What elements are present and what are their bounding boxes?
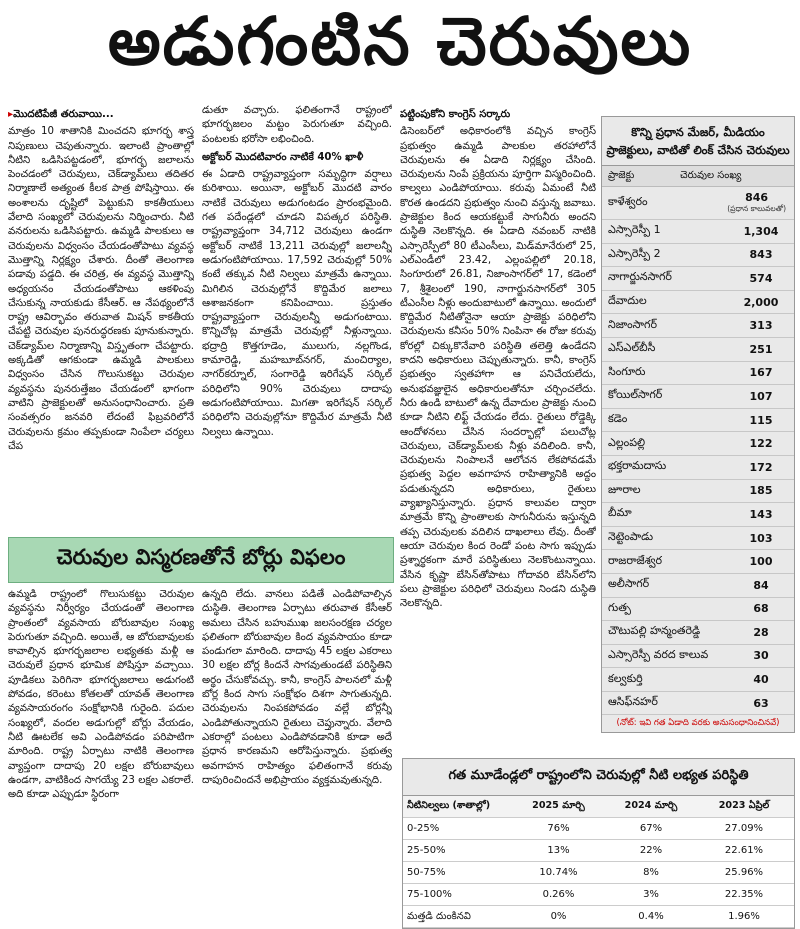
- article-paragraph: డుతూ వచ్చారు. ఫలితంగానే రాష్ట్రంలో భూగర్భజలం మట్టం పెరుగుతూ వచ్చింది. పంటలకు భరోసా లభించింది.: [202, 105, 392, 145]
- tank-count-value: 843: [749, 248, 773, 262]
- project-name: ఆసిఫ్‌నహర్: [608, 695, 658, 709]
- project-name: దేవాదుల: [608, 294, 647, 308]
- table-row: [602, 668, 794, 692]
- table-row: [602, 220, 794, 244]
- tank-count-value: 103: [749, 531, 773, 545]
- tank-count: [736, 437, 786, 450]
- tank-count: [736, 555, 786, 568]
- value-cell: 27.09%: [724, 823, 764, 834]
- tank-count-value: 107: [749, 389, 773, 403]
- table-header-row: [602, 166, 794, 187]
- article-column-1: [8, 104, 194, 524]
- subheading: అక్టోబర్ మొదటివారం నాటికే 40% ఖాళీ: [202, 151, 364, 163]
- value-cell: 22.61%: [724, 845, 764, 856]
- table-row: [602, 338, 794, 362]
- project-name: సింగూరు: [608, 364, 646, 378]
- table-row: [602, 527, 794, 551]
- tank-count-value: 2,000: [743, 295, 779, 309]
- range-cell: 25-50%: [407, 845, 446, 856]
- table-header-row: [403, 796, 794, 818]
- tank-count-value: 185: [749, 484, 773, 498]
- column-header: 2025 మార్చి: [532, 800, 585, 811]
- project-name: బీమా: [608, 506, 632, 520]
- article-paragraph: డిసెంబర్‌లో అధికారంలోకి వచ్చిన కాంగ్రెస్ ప్రభుత్వం ఉమ్మడి పాలకుల తరహాలోనే చెరువులను ఈ ఏడాది నిర్లక్ష్యం చేసింది. చెరువులను నింపే ప్రక్రియను పూర్తిగా విస్మరించింది. కాల్వలు ఎండిపోయాయి. కరువు ఏమంటే నీటి కొరత ఉండదని ప్రభుత్వం నుంచి వస్తున్న జవాబు. ప్రాజెక్టుల కింద ఆయకట్టుకే సాగునీరు అందని దుస్థితి నెలకొన్నది. ఈ ఏడాది నవంబర్ నాటికి ఎస్సారెస్పీలో 80 టీఎంసీలు, మిడ్‌మానేరులో 25, ఎల్‌ఎండీలో 23.42, ఎల్లంపల్లిలో 20.18, సింగూరులో 26.81, నిజాంసాగర్‌లో 17, కడెంలో 7, శ్రీశైలంలో 190, నాగార్జునసాగర్‌లో 305 టీఎంసీల నీళ్లు అందుబాటులో ఉన్నాయి. అందులో కొద్దిమేర నీటితోనైనా ఆయా ప్రాజెక్టు పరిధిలోని చెరువులను కనీసం 50% నింపినా ఈ రోజు కరువు కోరల్లో చిక్కుకొనేవారి పరిస్థితి తలెత్తి ఉండేదని కాదని అధికారులు చెప్పుతున్నారు. కానీ, కాంగ్రెస్ ప్రభుత్వం స్వతహాగా ఆ పనిచేయలేదు, అనుభవజ్ఞులైన అధికారులతోనూ చర్చించలేదు. నీరు ఉండి బాటులో ఉన్న దేవాదుల ప్రాజెక్టు నుంచి కూడా నీటిని లిఫ్ట్ చేయడం లేదు. రైతులు రోడ్డెక్కి ఆందోళనలు చేసిన సందర్భాల్లో పలుచోట్ల చెరువులు, చెక్‌డ్యామ్‌లకు నీళ్లు వదిలింది. కానీ, చెరువులను నింపాలనే ఆలోచన లేకపోవడమే ప్రభుత్వ పెద్దల అవగాహన రాహిత్యానికి అద్దం పడుతున్నదని అధికారులు, రైతులు వ్యాఖ్యానిస్తున్నారు. ప్రధాన కాలువల ద్వారా మాత్రమే కొన్ని ప్రాంతాలకు సాగునీరును ఇస్తున్నది తప్ప చెరువులకు వదిలిన దాఖలాలు లేవు. దీంతో ఆయా చెరువుల కింద రెండో పంట సాగు ఇప్పుడు ప్రశ్నార్థకంగా మారే పరిస్థితులు నెలకొంటున్నాయి. వేసిన కృష్ణా బేసిన్‌తోపాటు గోదావరి బేసిన్‌లోని పలు ప్రాజెక్టుల పరిధిలో చెరువులు నిండని దుస్థితి నెలకొన్నది.: [400, 126, 596, 610]
- tank-count-value: 143: [749, 507, 773, 521]
- table-row: [403, 818, 794, 840]
- value-cell: 10.74%: [539, 867, 578, 878]
- tank-count: [736, 579, 786, 592]
- tank-count-value: 30: [753, 649, 769, 663]
- table-row: [602, 187, 794, 220]
- project-name: గుత్ప: [608, 600, 632, 614]
- table-title: గత మూడేండ్లలో రాష్ట్రంలోని చెరువుల్లో నీటి లభ్యత పరిస్థితి: [403, 759, 794, 796]
- table-title: కొన్ని ప్రధాన మేజర్, మీడియం ప్రాజెక్టులు, వాటితో లింక్ చేసిన చెరువులు: [602, 117, 794, 166]
- project-name: ఎస్సారెస్పీ 2: [608, 246, 661, 260]
- tank-count-value: 122: [749, 437, 773, 451]
- value-cell: 22.35%: [724, 889, 764, 900]
- project-name: కడెం: [608, 412, 628, 426]
- tank-count: [736, 296, 786, 309]
- value-cell: 67%: [639, 823, 663, 834]
- headline: అడుగంటిన చెరువులు: [107, 2, 693, 80]
- tank-count: [736, 390, 786, 403]
- project-name: ఎస్సారెస్పీ వరద కాలువ: [608, 647, 709, 661]
- value-cell: 13%: [547, 845, 570, 856]
- value-cell: 76%: [547, 823, 570, 834]
- tank-count: [736, 319, 786, 332]
- water-availability-table: [402, 758, 795, 929]
- tank-count-value: 846: [745, 191, 769, 204]
- tank-count-value: 1,304: [743, 224, 779, 238]
- tank-count: [736, 508, 786, 521]
- range-cell: 50-75%: [407, 867, 446, 878]
- table-row: [403, 884, 794, 906]
- column-header: 2024 మార్చి: [624, 800, 678, 811]
- table-row: [602, 456, 794, 480]
- project-name: చౌటుపల్లి హన్మంతరెడ్డి: [608, 624, 701, 638]
- table-row: [403, 906, 794, 928]
- tank-count: [736, 602, 786, 615]
- table-row: [403, 840, 794, 862]
- project-name: భక్తరామదాసు: [608, 459, 667, 473]
- table-row: [602, 574, 794, 598]
- tank-count-value: 313: [749, 319, 773, 333]
- project-name: ఎల్లంపల్లి: [608, 435, 646, 449]
- tank-count: [736, 461, 786, 474]
- tank-count: [736, 626, 786, 639]
- tank-count-value: 115: [749, 413, 773, 427]
- tank-count-value: 100: [749, 555, 773, 569]
- value-cell: 8%: [643, 867, 659, 878]
- table-row: [602, 550, 794, 574]
- tank-count: [736, 649, 786, 662]
- table-row: [602, 291, 794, 315]
- tank-count: [736, 248, 786, 261]
- table-row: [602, 244, 794, 268]
- table-row: [602, 480, 794, 504]
- table-row: [602, 314, 794, 338]
- tank-count-value: 251: [749, 342, 773, 356]
- tank-count-value: 68: [753, 602, 769, 616]
- column-header-project: ప్రాజెక్టు: [608, 170, 635, 181]
- tank-count-value: 574: [749, 271, 773, 285]
- project-name: జూరాల: [608, 482, 641, 496]
- range-cell: మత్తడి దుంకినవి: [407, 910, 471, 922]
- tank-count-value: 167: [749, 366, 773, 380]
- project-name: నెట్టెంపాడు: [608, 530, 654, 544]
- column-header: 2023 ఏప్రిల్: [718, 800, 770, 811]
- table-row: [602, 692, 794, 716]
- value-cell: 1.96%: [728, 911, 760, 922]
- tank-count: [736, 272, 786, 285]
- article-paragraph: ఉన్నది లేదు. వానలు పడితే ఎండిపోవాల్సిన దుస్థితి. తెలంగాణ ఏర్పాటు తరువాత కేసీఆర్ అమలు చేసిన బహుముఖ జలసంరక్షణ చర్యల ఫలితంగా బోరుబావుల కింద వ్యవసాయం కూడా పండుగలా మారింది. దాదాపు 45 లక్షల ఎకరాలు 30 లక్షల బోర్ల కిందనే సాగవుతుండటే పరిస్థితిని అర్థం చేసుకోవచ్చు. కానీ, కాంగ్రెస్ పాలనలో మళ్లీ బోర్ల కింద సాగు సంక్షోభం దిశగా సాగుతున్నది. చెరువులను నింపకపోవడం వల్లే బోర్లన్నీ ఎండిపోతున్నాయని రైతులు చెప్తున్నారు. వేలాది ఎకరాల్లో పంటలు ఎండిపోవడానికి కూడా అదే ప్రధాన కారణమని ఆరోపిస్తున్నారు. ప్రభుత్వ అవగాహన రాహిత్యం ఫలితంగానే కరువు దాపురించిందనే అభిప్రాయం వ్యక్తమవుతున్నది.: [202, 589, 392, 786]
- range-cell: 75-100%: [407, 889, 452, 900]
- article-column-4: [8, 588, 194, 898]
- table-row: [602, 645, 794, 669]
- table-row: [602, 409, 794, 433]
- tank-count: [736, 343, 786, 356]
- project-name: ఎస్సారెస్పీ 1: [608, 223, 661, 237]
- range-cell: 0-25%: [407, 823, 440, 834]
- project-name: నిజాంసాగర్: [608, 317, 657, 331]
- tank-count-value: 40: [753, 673, 769, 687]
- table-row: [602, 267, 794, 291]
- value-cell: 0.4%: [638, 911, 664, 922]
- article-paragraph: ఉమ్మడి రాష్ట్రంలో గొలుసుకట్టు చెరువుల వ్యవస్థను నిర్వీర్యం చేయడంతో తెలంగాణ ప్రాంతంలో వ్యవసాయ బోరుబావుల సంఖ్య పెరుగుతూ వచ్చింది. అయితే, ఆ బోరుబావులకు కావాల్సిన భూగర్భజలాల లభ్యతకు మళ్లీ ఆ చెరువులే ప్రధాన భూమిక పోషిస్తూ వచ్చాయి. పూడికలు పెరిగినా భూగర్భజలాలు అడుగంటి పోవడం, కరెంటు కోతలతో యావత్ తెలంగాణ వ్యవసాయరంగం సంక్షోభానికి గురైంది. పదుల సంఖ్యలో, వందల అడుగుల్లో బోర్లు వేయడం, నీటి ఊటలేక అవి ఎండిపోవడం పరిపాటిగా మారింది. రాష్ట్ర ఏర్పాటు నాటికి తెలంగాణ వ్యాప్తంగా దాదాపు 20 లక్షల బోరుబావులు ఉండగా, వాటికింద సాగయ్యే 23 లక్షల ఎకరాలే. అది కూడా ఎప్పుడూ స్థిరంగా: [8, 589, 194, 801]
- tank-count: [736, 225, 786, 238]
- article-column-2: [202, 104, 392, 524]
- tank-count: [736, 366, 786, 379]
- section-banner: చెరువుల విస్మరణతోనే బోర్లు విఫలం: [8, 537, 394, 583]
- column-header: నీటినిల్వలు (శాతాల్లో): [407, 800, 491, 811]
- table-row: [602, 503, 794, 527]
- value-cell: 25.96%: [724, 867, 764, 878]
- article-column-5: [202, 588, 392, 898]
- project-name: కాళేశ్వరం: [608, 195, 648, 208]
- project-name: ఎస్ఎల్‌బీసీ: [608, 341, 656, 355]
- tank-count: [736, 532, 786, 545]
- value-cell: 3%: [643, 889, 659, 900]
- continuation-label: ▸ మొదటిపేజీ తరువాయి...: [8, 108, 194, 122]
- tank-count-value: 28: [753, 625, 769, 639]
- project-name: నాగార్జునసాగర్: [608, 270, 672, 284]
- tank-count-value: 84: [753, 578, 769, 592]
- tank-count: [736, 697, 786, 710]
- table-row: [602, 362, 794, 386]
- table-row: [602, 598, 794, 622]
- tank-count: [736, 673, 786, 686]
- count-note: (ప్రధాన కాలువలతో): [727, 204, 786, 213]
- table-row: [602, 385, 794, 409]
- table-row: [403, 862, 794, 884]
- column-header-count: చెరువుల సంఖ్య: [680, 170, 742, 181]
- project-name: కోయిల్‌సాగర్: [608, 388, 663, 402]
- table-note: (నోట్: ఇవి గత ఏడాది వరకు అనుసంధానించినవే): [616, 718, 780, 729]
- subheading: పట్టింపుకోని కాంగ్రెస్ సర్కారు: [400, 109, 511, 120]
- tank-count-value: 63: [753, 696, 769, 710]
- article-column-3: [400, 104, 596, 744]
- table-body: [602, 187, 794, 715]
- article-paragraph: ఈ ఏడాది రాష్ట్రవ్యాప్తంగా సమృద్ధిగా వర్షాలు కురిశాయి. అయినా, అక్టోబర్ మొదటి వారం నాటికే చెరువులు అడుగంటడం ప్రారంభమైంది. గత పదేండ్లలో చూడని విపత్కర పరిస్థితి. రాష్ట్రవ్యాప్తంగా 34,712 చెరువులు ఉండగా అక్టోబర్ నాటికే 13,211 చెరువుల్లో జలాలన్నీ అడుగంటిపోయాయి. 17,592 చెరువుల్లో 50% కంటే తక్కువ నీటి నిల్వలు మాత్రమే ఉన్నాయి. మిగిలిన చెరువుల్లోనే కొద్దిమేర జలాలు ఆశాజనకంగా కనిపించాయి. ప్రస్తుతం రాష్ట్రవ్యాప్తంగా చెరువులన్నీ అడుగంటాయి. కొన్నిచోట్ల మాత్రమే చెరువుల్లో నీళ్లున్నాయి. భద్రాద్రి కొత్తగూడెం, ములుగు, నల్లగొండ, కామారెడ్డి, మహబూబ్‌నగర్, మంచిర్యాల, నాగర్‌కర్నూల్, సంగారెడ్డి ఇరిగేషన్ సర్కిల్ పరిధిలోని 90% చెరువులు దాదాపు అడుగంటిపోయాయి. మిగతా ఇరిగేషన్ సర్కిల్ పరిధిలోని చెరువుల్లోనూ కొద్దిమేర మాత్రమే నీటి నిల్వలు ఉన్నాయి.: [202, 169, 392, 438]
- project-name: అలీసాగర్: [608, 577, 650, 591]
- table-row: [602, 432, 794, 456]
- project-name: రాజరాజేశ్వర: [608, 553, 663, 567]
- tank-count: [736, 414, 786, 427]
- value-cell: 22%: [639, 845, 663, 856]
- table-row: [602, 621, 794, 645]
- value-cell: 0.26%: [542, 889, 575, 900]
- projects-tanks-table: [601, 116, 795, 733]
- project-name: కల్వకుర్తి: [608, 671, 643, 685]
- table-body: [403, 796, 794, 928]
- tank-count: [736, 484, 786, 497]
- article-paragraph: మాత్రం 10 శాతానికి మించదని భూగర్భ శాస్త్ర నిపుణులు చెపుతున్నారు. ఇలాంటి ప్రాంతాల్లో నీటిని ఒడిసిపట్టడంలో, భూగర్భ జలాలను పెంచడంలో చెరువులు, చెక్‌డ్యామ్‌లు తదితర నిర్మాణాలే అత్యంత కీలక పాత్ర పోషిస్తాయి. ఈ అంశాలను దృష్టిలో పెట్టుకుని కాకతీయులు వేలాది సంఖ్యలో చెరువులను నిర్మించారు. నీటి వనరులను ఒడిసిపట్టారు. ఉమ్మడి పాలకులు ఆ చెరువులను విధ్వంసం చేయడంతోపాటు వ్యవస్థ మొత్తాన్ని నిర్లక్ష్యం చేశారు. దీంతో తెలంగాణ పడావు పడ్డది. ఈ చరిత్ర, ఈ వ్యవస్థ మొత్తాన్ని అధ్యయనం చేయడంతోపాటు ఆకళింపు చేసుకున్న నాయకుడు కేసీఆర్. ఆ నేపథ్యంలోనే రాష్ట్ర ఆవిర్భావం తరువాత మిషన్ కాకతీయ చేపట్టి చెరువుల పునరుద్ధరణకు పూనుకున్నారు. చెక్‌డ్యామ్‌ల నిర్మాణాన్ని విస్తృతంగా చేపట్టారు. అక్కడితో ఆగకుండా ఉమ్మడి పాలకులు విధ్వంసం చేసిన గొలుసుకట్టు చెరువుల వ్యవస్థను పునరుత్తేజం చేయడంలో భాగంగా వాటిని ప్రాజెక్టులతో అనుసంధానించారు. ప్రతి సంవత్సరం జనవరి లేదంటే ఫిబ్రవరిలోనే చెరువులను క్రమం తప్పకుండా నింపేలా చర్యలు చేప: [8, 126, 194, 452]
- value-cell: 0%: [550, 911, 567, 922]
- tank-count: [727, 191, 786, 215]
- tank-count-value: 172: [749, 460, 773, 474]
